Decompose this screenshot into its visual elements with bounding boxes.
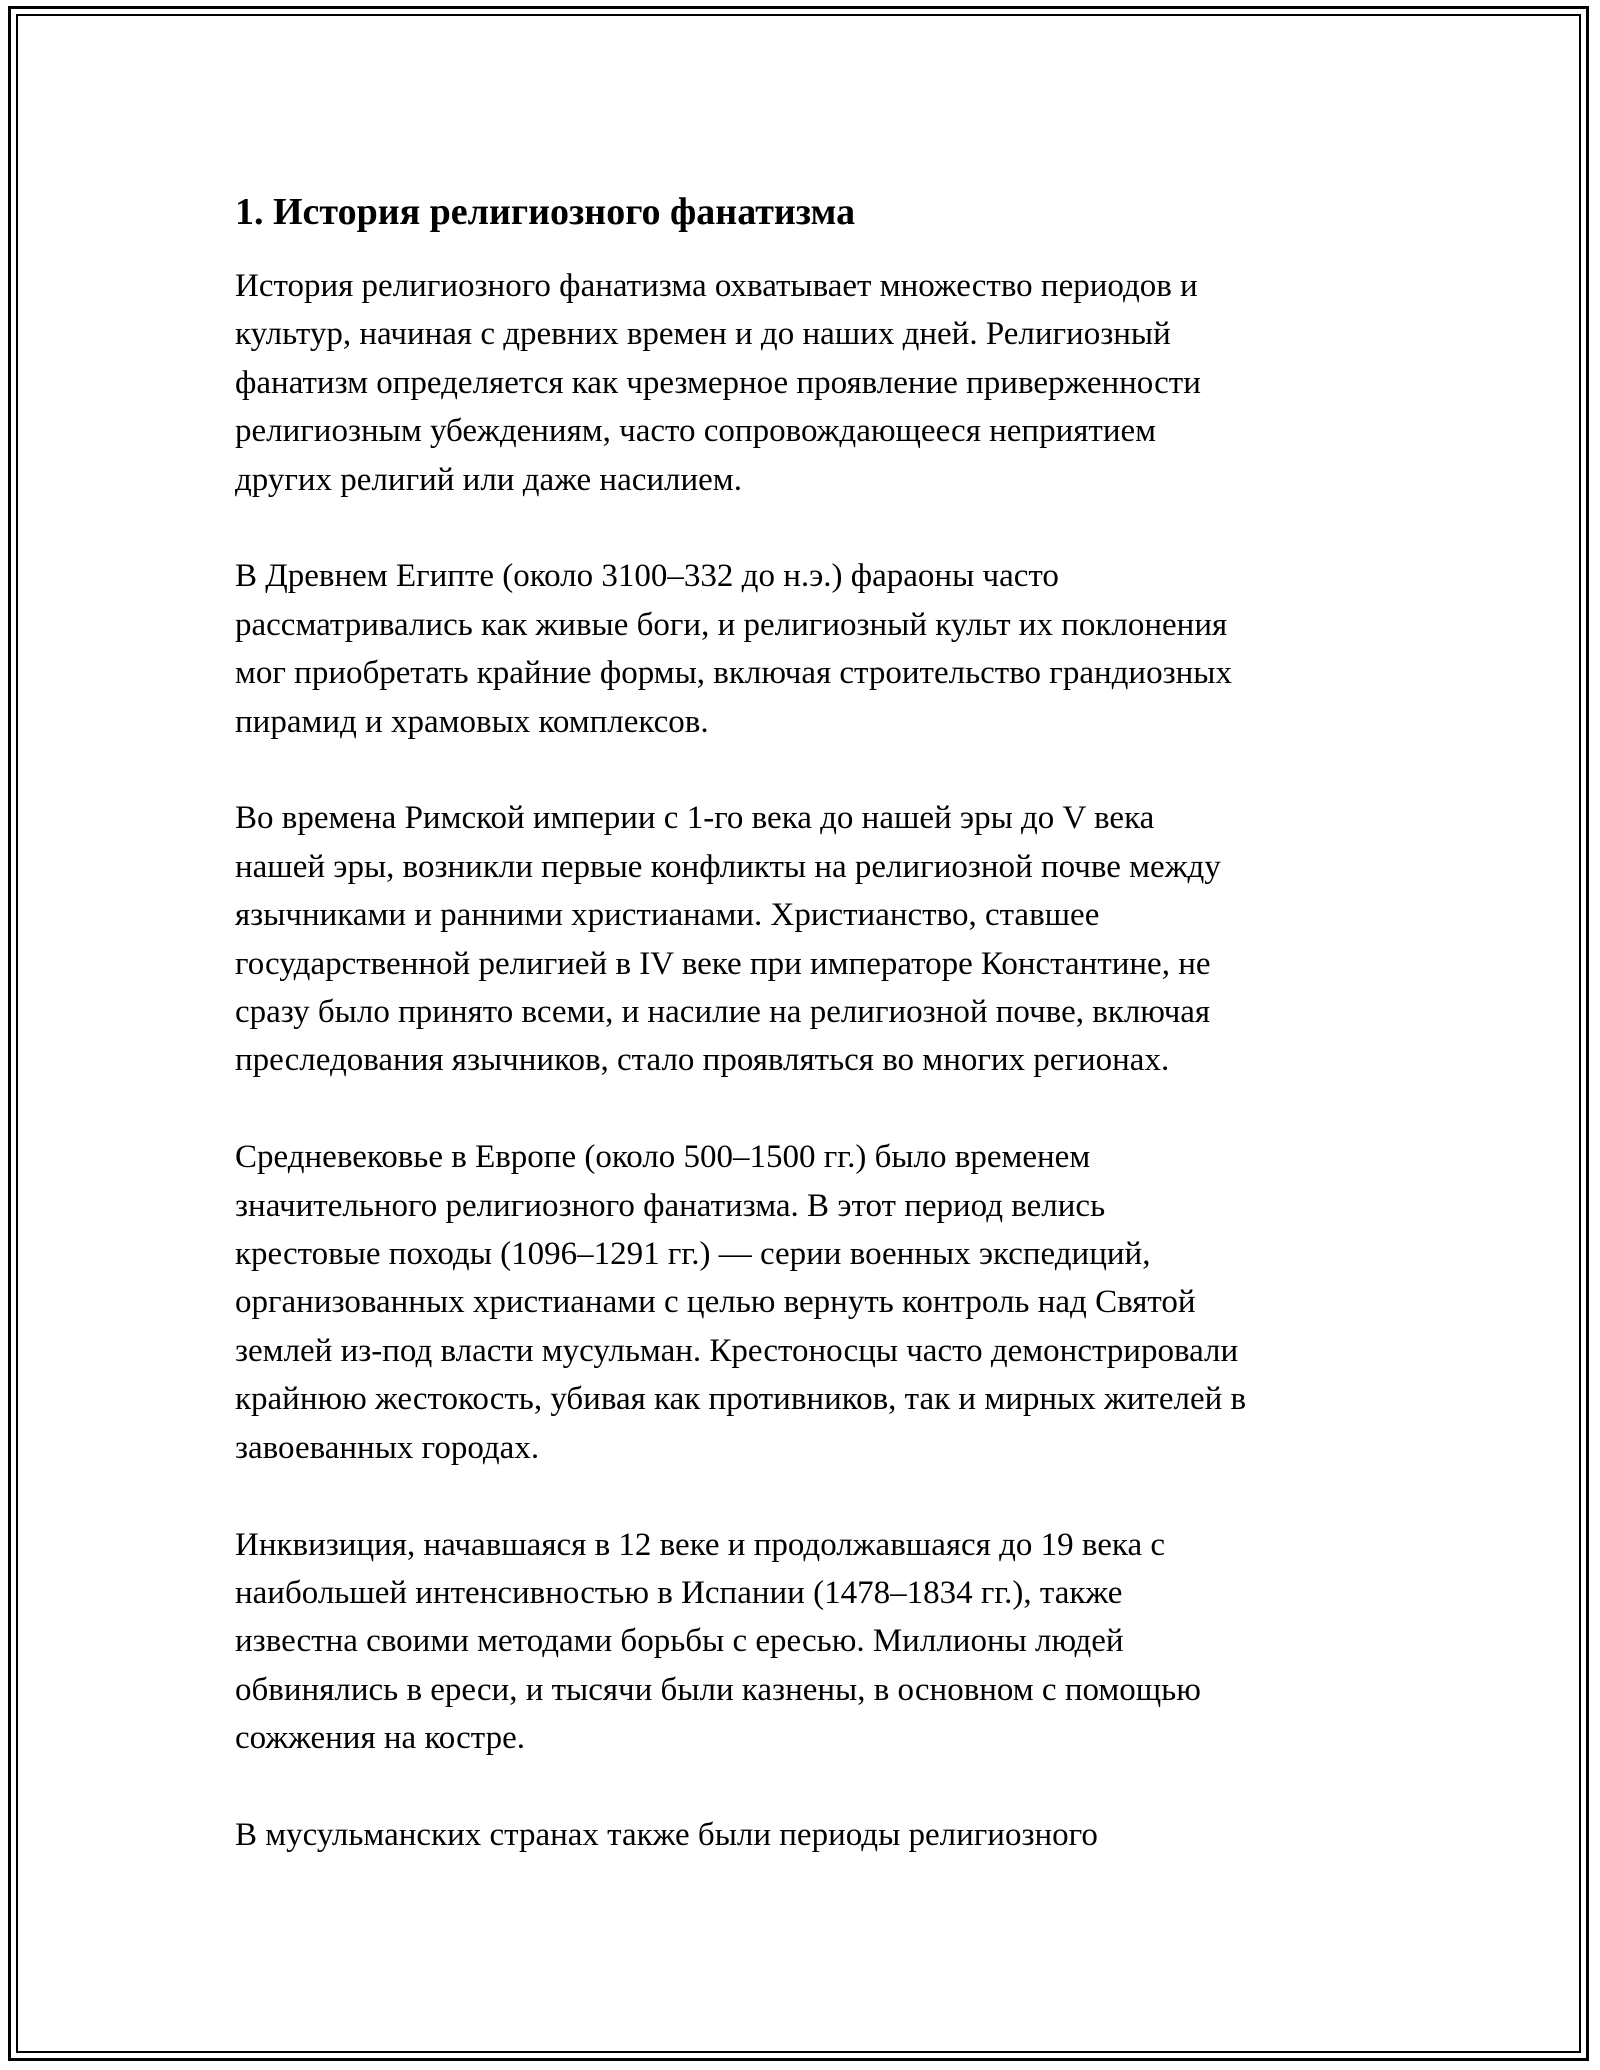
paragraph-line: мог приобретать крайние формы, включая строительство грандиозных — [235, 655, 1232, 692]
paragraph — [235, 1811, 1415, 1859]
paragraph-line: значительного религиозного фанатизма. В этот период велись — [235, 1187, 1106, 1224]
paragraph-line: крайнюю жестокость, убивая как противников, так и мирных жителей в — [235, 1381, 1247, 1418]
paragraph-line: Средневековье в Европе (около 500–1500 гг.) было временем — [235, 1139, 1091, 1176]
paragraph — [235, 794, 1415, 1084]
paragraph-line: преследования язычников, стало проявляться во многих регионах. — [235, 1042, 1170, 1079]
paragraph-line: В Древнем Египте (около 3100–332 до н.э.) фараоны часто — [235, 558, 1059, 595]
paragraph-line: фанатизм определяется как чрезмерное проявление приверженности — [235, 364, 1201, 401]
paragraph-line: наибольшей интенсивностью в Испании (1478–1834 гг.), также — [235, 1574, 1123, 1611]
paragraph-line: государственной религией в IV веке при императоре Константине, не — [235, 945, 1211, 982]
paragraph-list — [235, 262, 1415, 1859]
paragraph-line: рассматривались как живые боги, и религиозный культ их поклонения — [235, 606, 1228, 643]
paragraph-line: землей из-под власти мусульман. Крестоносцы часто демонстрировали — [235, 1332, 1239, 1369]
paragraph — [235, 552, 1415, 746]
paragraph-line: История религиозного фанатизма охватывает множество периодов и — [235, 268, 1198, 304]
paragraph-line: язычниками и ранними христианами. Христианство, ставшее — [235, 897, 1100, 934]
paragraph-line: организованных христианами с целью вернуть контроль над Святой — [235, 1284, 1196, 1321]
paragraph-line: В мусульманских странах также были периоды религиозного — [235, 1816, 1098, 1853]
paragraph-line: Инквизиция, начавшаяся в 12 веке и продолжавшаяся до 19 века с — [235, 1526, 1165, 1563]
paragraph-line: Во времена Римской империи с 1-го века до нашей эры до V века — [235, 800, 1155, 837]
paragraph-line: нашей эры, возникли первые конфликты на религиозной почве между — [235, 848, 1221, 885]
document-body — [235, 188, 1415, 1859]
paragraph-line: сожжения на костре. — [235, 1720, 525, 1757]
paragraph-line: обвинялись в ереси, и тысячи были казнены, в основном с помощью — [235, 1671, 1201, 1708]
paragraph — [235, 1133, 1415, 1472]
paragraph-line: завоеванных городах. — [235, 1429, 540, 1466]
paragraph-line: сразу было принято всеми, и насилие на религиозной почве, включая — [235, 994, 1211, 1031]
paragraph — [235, 262, 1415, 504]
paragraph-line: пирамид и храмовых комплексов. — [235, 703, 709, 740]
paragraph-line: известна своими методами борьбы с ересью. Миллионы людей — [235, 1623, 1124, 1660]
paragraph-line: религиозным убеждениям, часто сопровождающееся неприятием — [235, 413, 1157, 450]
paragraph-line: культур, начиная с древних времен и до наших дней. Религиозный — [235, 316, 1171, 353]
paragraph — [235, 1521, 1415, 1763]
paragraph-line: крестовые походы (1096–1291 гг.) — серии военных экспедиций, — [235, 1236, 1151, 1273]
section-heading: 1. История религиозного фанатизма — [235, 191, 856, 233]
paragraph-line: других религий или даже насилием. — [235, 461, 742, 498]
